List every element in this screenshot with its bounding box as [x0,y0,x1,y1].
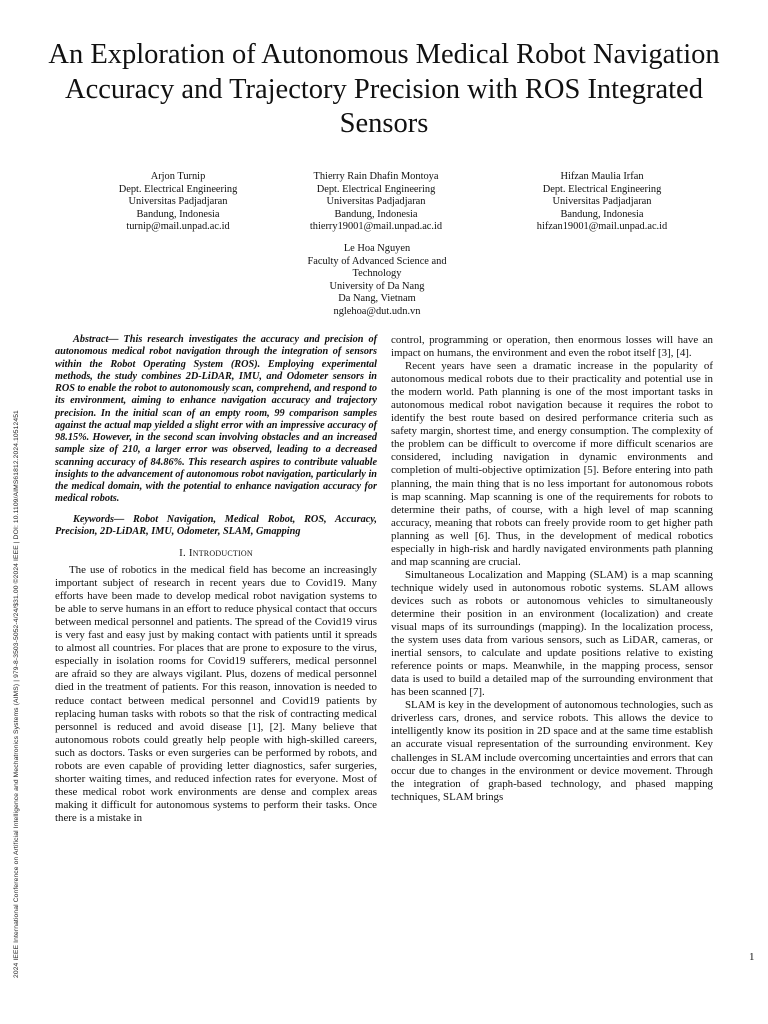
author-email: nglehoa@dut.udn.vn [333,305,421,317]
side-notice-text: 2024 IEEE International Conference on Artificial Intelligence and Mechatronics Systems (AIMS) | 979-8-3503-5052-4/24/$31.00 ©2024 IEEE | DOI: 10.1109/AIMS61812.2024.10512451 [13,410,20,978]
author-block [70,171,286,234]
author-location: Bandung, Indonesia [560,208,644,220]
left-column [55,334,377,825]
author-institution: University of Da Nang [329,280,425,292]
author-block [494,171,710,234]
author-dept: Dept. Electrical Engineering [542,183,662,195]
author-block [268,171,484,234]
author-dept: Dept. Electrical Engineering [118,183,238,195]
author-location: Da Nang, Vietnam [338,293,416,304]
author-block [292,243,462,318]
section-heading: I. Introduction [179,547,253,559]
author-location: Bandung, Indonesia [334,208,418,220]
paper-title: An Exploration of Autonomous Medical Robot Navigation Accuracy and Trajectory Precision with ROS Integrated Sensors [48,39,720,139]
paragraph: The use of robotics in the medical field has become an increasingly important subject of research in recent years due to Covid19. Many efforts have been made to develop medical robot navigation systems to be able to serve humans in an effort to reduce physical contact that occurs between medical personnel and patients. The spread of the Covid19 virus is very fast and easy just by making contact with patients until it spreads to almost all countries. For places that are prone to exposure to the virus, especially in isolation rooms for Covid19 sufferers, medical personnel are afraid so they are always vigilant. Plus, dozens of medical personnel died in the treatment of patients. For this reason, innovation is needed to reduce contact between medical personnel and Covid19 patients by replacing human tasks with robots so that the risk of contracting medical personnel is reduced and avoid disease [1], [2]. Many believe that autonomous robots could greatly help people with high-skilled careers, such as doctors. Tasks or even surgeries can be performed by robots, and robots are even capable of providing letter diagnostics, safer surgeries, shorter waiting times, and reduced infection rates for everyone. Most of these medical robot work environments are dense and complex areas making it difficult for autonomous systems to perform their tasks. Once there is a mistake in [55,564,377,824]
author-institution: Universitas Padjadjaran [326,196,426,207]
author-name: Arjon Turnip [150,171,206,182]
keywords: Keywords— Robot Navigation, Medical Robot, ROS, Accuracy, Precision, 2D-LiDAR, IMU, Odometer, SLAM, Gmapping [55,513,377,537]
author-name: Le Hoa Nguyen [343,243,411,254]
paragraph: control, programming or operation, then enormous losses will have an impact on humans, the environment and even the robot itself [3], [4]. [391,334,713,360]
author-email: thierry19001@mail.unpad.ac.id [309,221,443,232]
copyright-side-notice [13,410,23,988]
right-column [391,334,713,804]
author-institution: Universitas Padjadjaran [128,196,228,207]
author-email: turnip@mail.unpad.ac.id [126,221,230,232]
page-number: 1 [749,951,755,963]
abstract: Abstract— This research investigates the accuracy and precision of autonomous medical robot navigation through the integration of sensors within the Robot Operating System (ROS). Employing experimental methods, the study combines 2D-LiDAR, IMU, and Odometer sensors in ROS to enable the robot to autonomously scan, comprehend, and respond to its environment, aiming to enhance navigation accuracy and trajectory precision. In the initial scan of an empty room, 99 comparison samples against the actual map yielded a slight error with an impressive accuracy of 98.15%. However, in the second scan involving obstacles and an increased sample size of 210, a larger error was observed, leading to a decreased scanning accuracy of 84.86%. This research aspires to contribute valuable insights to the advancement of autonomous robot navigation, particularly in the medical domain, with the potential to enhance navigation accuracy for medical robots. [55,334,377,505]
author-name: Hifzan Maulia Irfan [560,171,644,182]
author-dept: Faculty of Advanced Science and Technology [307,255,447,279]
paragraph: Recent years have seen a dramatic increase in the popularity of autonomous medical robots due to their practicality and potential use in the modern world. Path planning is one of the most important tasks in autonomous medical robot navigation because it requires the robot to identify the best route based on desired performance criteria such as safety margin, shortest time, and energy consumption. The complexity of the problem can be difficult to overcome if more difficult scenarios are considered, including navigation in dynamic environments and completion of multi-objective optimization [5]. Before entering into path planning, the main thing that is no less important for autonomous robots is map scanning. Map scanning is one of the requirements for robots to determine their paths, of course, with a high level of map scanning accuracy, meaning that robots can freely provide room to get higher path planning as well [6]. Thus, in the development of medical robotics especially in high-risk and hardly navigated environments path planning and map scanning are crucial. [391,360,713,568]
paragraph: SLAM is key in the development of autonomous technologies, such as driverless cars, drones, and service robots. This allows the device to intelligently know its position in 2D space and at the same time establish an accurate visual representation of the surrounding environment. Key challenges in SLAM include overcoming uncertainties and errors that can occur due to changes in the environment or device movement. Through the integration of graph-based technology, and phased mapping techniques, SLAM brings [391,699,713,803]
author-dept: Dept. Electrical Engineering [316,183,436,195]
author-institution: Universitas Padjadjaran [552,196,652,207]
author-name: Thierry Rain Dhafin Montoya [313,171,439,182]
author-location: Bandung, Indonesia [136,208,220,220]
author-email: hifzan19001@mail.unpad.ac.id [536,221,668,232]
paragraph: Simultaneous Localization and Mapping (SLAM) is a map scanning technique widely used in autonomous robotic systems. SLAM allows devices such as robots or autonomous vehicles to simultaneously determine their position in an environment (localization) and create visual maps of its surroundings (mapping). In the localization process, the system uses data from various sensors, such as LiDAR, cameras, or inertial sensors, to calculate and update positions relative to existing reference points or maps. Meanwhile, in the mapping process, sensor data is used to build a detailed map of the surrounding environment that has been scanned [7]. [391,568,713,699]
